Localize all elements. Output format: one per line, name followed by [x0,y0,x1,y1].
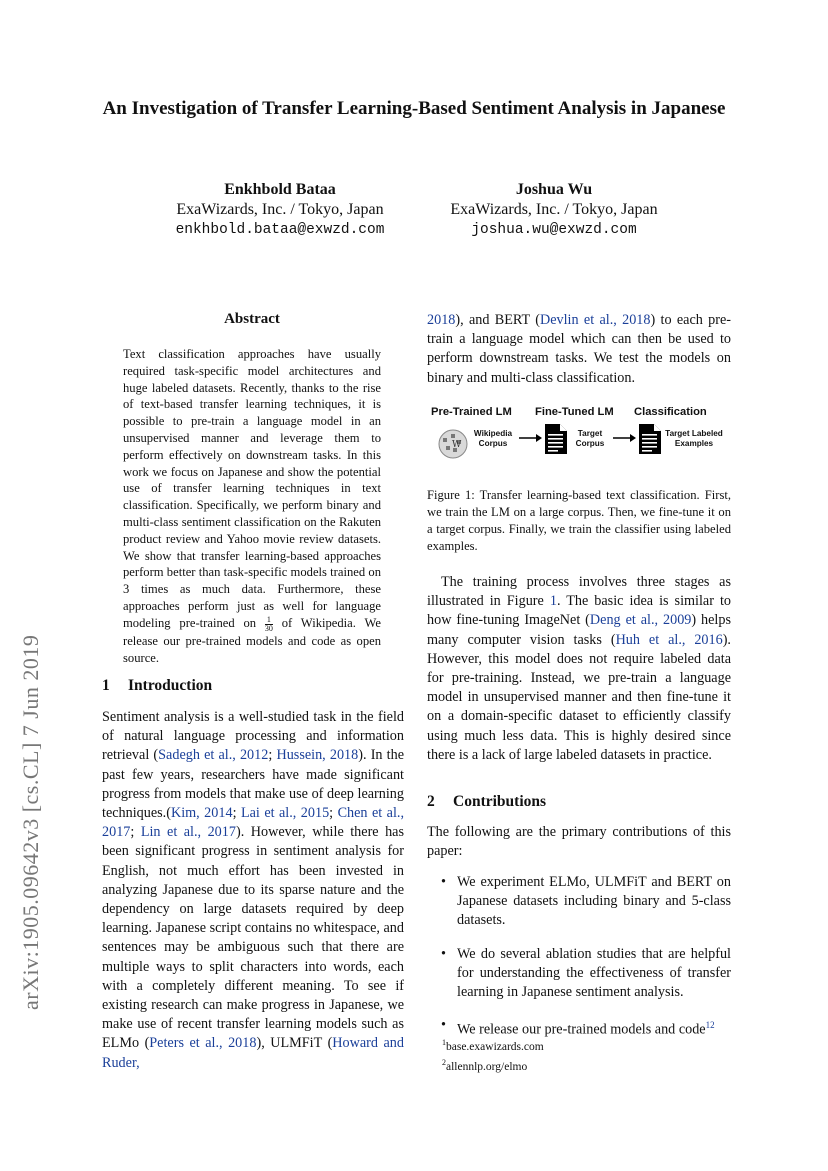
author-affiliation: ExaWizards, Inc. / Tokyo, Japan [450,201,658,218]
abstract-body-end: of Wikipedia. We release our pre-trained models and code as open source. [123,615,381,665]
figure-ref-link[interactable]: 1 [549,593,557,610]
citation-link[interactable]: Lin et al., 2017 [140,824,236,841]
author-affiliation: ExaWizards, Inc. / Tokyo, Japan [176,201,384,218]
citation-link[interactable]: Devlin et al., 2018 [539,312,651,328]
document-icon [545,424,567,454]
footnote: $^2$allennlp.org/elmo [442,1057,528,1073]
figure-label-target-corpus: Target Corpus [575,429,605,448]
figure-1-diagram [427,402,731,470]
stage-header-pretrained: Pre-Trained LM [431,406,512,418]
list-item: • We release our pre-trained models and code$^{12}$ [427,1016,731,1040]
list-item: • We experiment ELMo, ULMFiT and BERT on Japanese datasets including binary and 5-class datasets. [427,873,731,931]
abstract-body: Text classification approaches have usually required task-specific model architectures and huge labeled datasets. Recently, thanks to the rise of text-based transfer learning techniques, it is possible to pre-train a language model in an unsupervised manner and leverage them to perform effectively on downstream tasks. In this work we focus on Japanese and show the potential use of transfer learning techniques in text classification. Specifically, we perform binary and multi-class sentiment classification on the Rakuten product review and Yahoo movie review datasets. We show that transfer learning-based approaches perform better than task-specific models trained on 3 times as much data. Furthermore, these approaches perform just as well for language modeling pre-trained on [123,347,381,630]
stage-header-classification: Classification [634,406,707,418]
author-block-2 [434,180,674,240]
citation-link[interactable]: Deng et al., 2009 [589,612,692,629]
citation-link[interactable]: Sadegh et al., 2012 [158,747,269,764]
arrow-right-icon [519,433,543,443]
abstract-text [123,346,381,666]
citation-link[interactable]: Huh et al., 2016 [615,631,723,648]
list-item: • We do several ablation studies that are helpful for understanding the effectiveness of transfer learning in Japanese sentiment analysis. [427,945,731,1003]
citation-link[interactable]: 2018 [427,312,456,328]
stage-header-finetuned: Fine-Tuned LM [535,406,614,418]
author-name: Enkhbold Bataa [224,181,336,198]
citation-link[interactable]: Peters et al., 2018 [149,1035,257,1052]
section-heading-contributions: 2 Contributions [427,793,547,810]
fraction: $\frac{1}{30}$ [264,614,273,633]
author-block-1 [160,180,400,240]
right-column-intro-continued: 2018), and BERT (Devlin et al., 2018) to each pre-train a language model which can then be used to perform downstream tasks. We test the models on binary and multi-class classification. [427,312,732,386]
citation-link[interactable]: Kim, 2014 [170,805,233,822]
author-email: enkhbold.bataa@exwzd.com [175,222,385,238]
training-paragraph: The training process involves three stages as illustrated in Figure 1. The basic idea is similar to how fine-tuning ImageNet (Deng et al., 2009) helps many computer vision tasks (Huh et al., 2016). However, this model does not require labeled data for pre-training. Instead, we pre-train a language model in unsupervised manner and then fine-tune it on a domain-specific dataset to efficiently classify using much less data. This is highly desired since there is a lack of large labeled datasets in practice. [427,574,731,763]
citation-link[interactable]: Lai et al., 2015 [240,805,330,822]
footnote: $^1$base.exawizards.com [442,1038,544,1053]
contributions-intro: The following are the primary contributions of this paper: [427,824,731,860]
citation-link[interactable]: Howard and Ruder, [102,1035,404,1071]
abstract-heading: Abstract [224,311,280,327]
figure-label-wikipedia-corpus: Wikipedia Corpus [473,429,513,448]
citation-link[interactable]: Hussein, 2018 [276,747,359,764]
footnote-marker[interactable]: 12 [705,1020,715,1031]
footnotes [442,1035,722,1075]
citation-link[interactable]: Chen et al., 2017 [102,805,404,841]
arxiv-stamp: arXiv:1905.09642v3 [cs.CL] 7 Jun 2019 [18,634,43,1010]
introduction-paragraph: Sentiment analysis is a well-studied task in the field of natural language processing and information retrieval (Sadegh et al., 2012; Hussein, 2018). In the past few years, researchers have made significant progress from models that make use of deep learning techniques.(Kim, 2014; Lai et al., 2015; Chen et al., 2017; Lin et al., 2017). However, while there has been significant progress in sentiment analysis for English, not much effort has been invested in analyzing Japanese due to its sparse nature and the dependency on large datasets required by deep learning. Japanese script contains no whitespace, and sentences may be ambiguous such that there are multiple ways to split characters into words, each with a completely different meaning. To see if existing research can make progress in Japanese, we make use of recent transfer learning models such as ELMo (Peters et al., 2018), ULMFiT (Howard and Ruder, [102,709,405,1071]
figure-label-target-labeled-examples: Target Labeled Examples [665,429,723,448]
document-icon [639,424,661,454]
author-name: Joshua Wu [515,181,593,198]
figure-1-caption: Figure 1: Transfer learning-based text classification. First, we train the LM on a large corpus. Then, we fine-tune it on a target corpus. Finally, we train the classifier using labeled examples. [427,488,731,553]
arrow-right-icon [613,433,637,443]
contributions-list [427,873,731,1054]
paper-title: An Investigation of Transfer Learning-Based Sentiment Analysis in Japanese [102,98,726,119]
author-email: joshua.wu@exwzd.com [471,222,637,238]
section-heading-introduction: 1 Introduction [102,677,213,694]
svg-text:W: W [452,440,462,450]
